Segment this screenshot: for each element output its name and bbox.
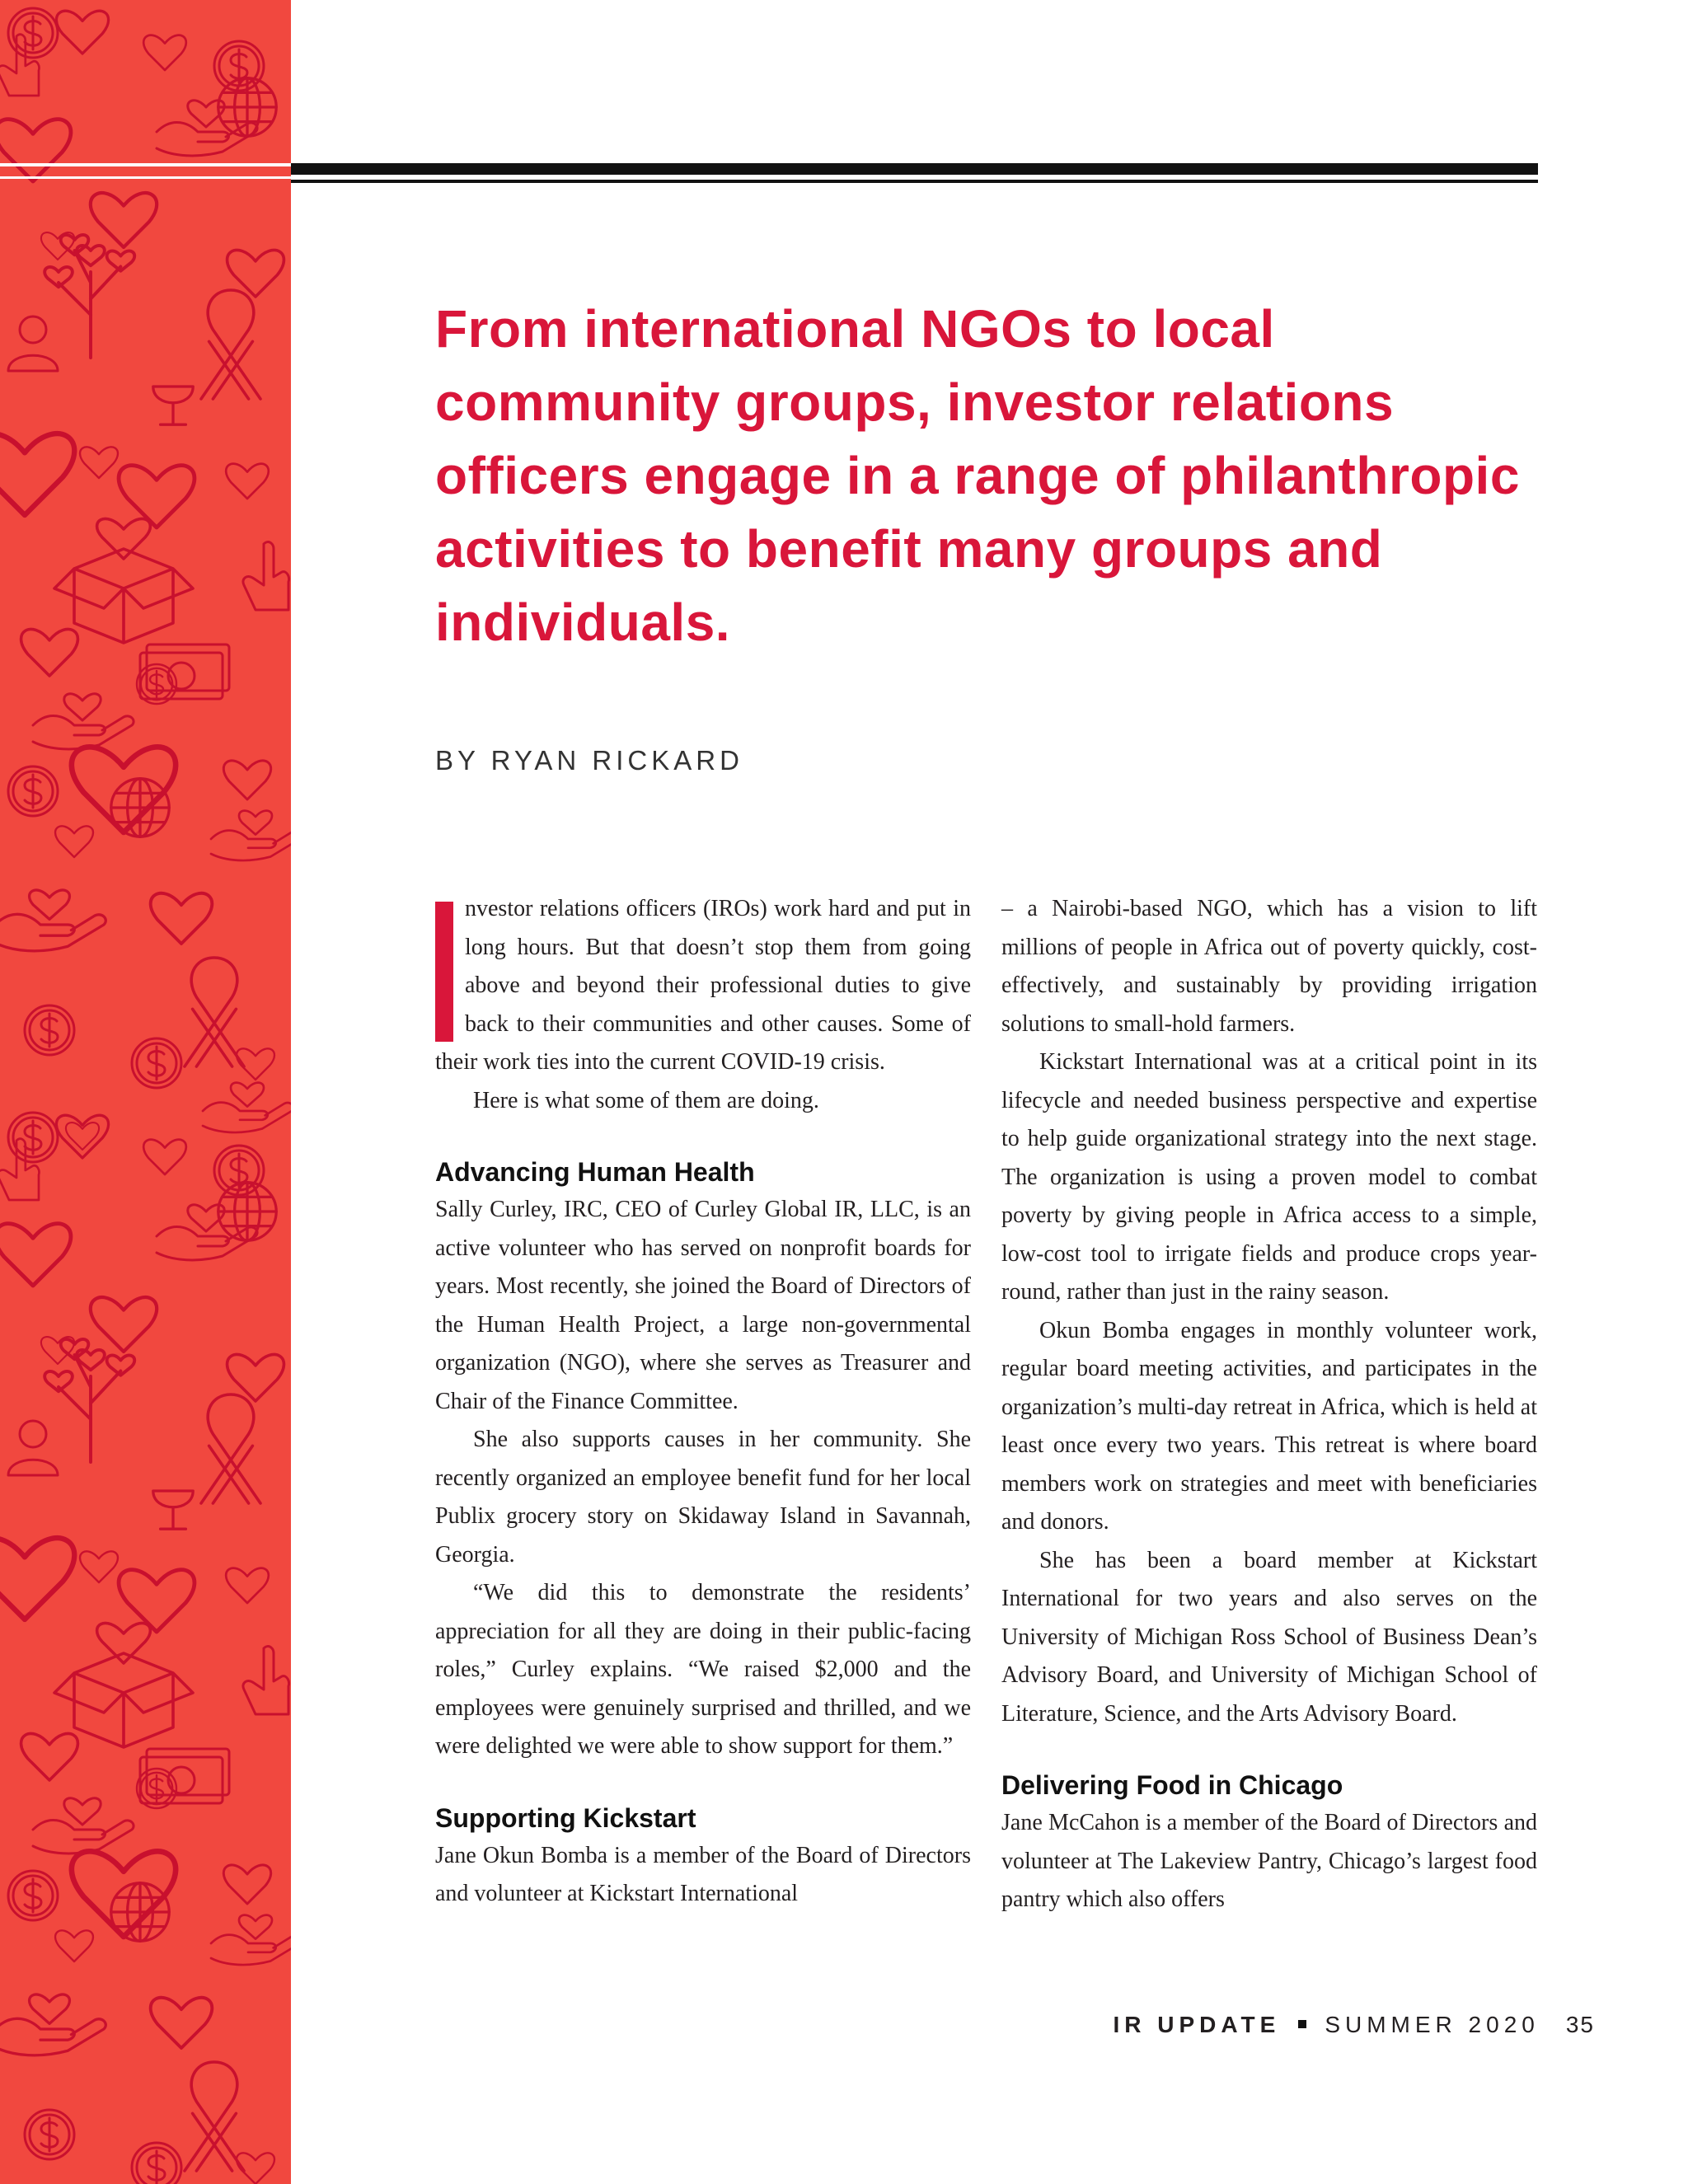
paragraph: She has been a board member at Kickstart International for two years and also serves on the University of Michigan Ross School of Business Dean’s Advisory Board, and University of Michigan School of Literature, Science, and the Arts Advisory Board. bbox=[1001, 1547, 1537, 1727]
helping-hands-icon bbox=[33, 1798, 134, 1854]
gift-box-icon bbox=[54, 518, 193, 643]
heart-icon bbox=[223, 761, 270, 799]
heart-icon bbox=[91, 1297, 157, 1352]
helping-hands-icon bbox=[157, 1205, 257, 1260]
article-column-left bbox=[435, 890, 971, 1914]
paragraph: Sally Curley, IRC, CEO of Curley Global IR, LLC, is an active volunteer who has served on nonprofit boards for years. Most recently, she joined the Board of Directors of the Human Health Project, a large non-governmental organization (NGO), where she serves as Treasurer and Chair of the Finance Committee. bbox=[435, 1197, 971, 1414]
person-icon bbox=[8, 316, 58, 371]
awareness-ribbon-icon bbox=[185, 958, 244, 1066]
intro-paragraph: nvestor relations officers (IROs) work hard and put in long hours. But that doesn’t stop them from going above and beyond their professional duties to give back to their communities and other causes. Some of their work ties into the current COVID-19 crisis. bbox=[435, 896, 971, 1075]
globe-icon bbox=[218, 78, 276, 136]
heart-icon bbox=[226, 464, 269, 499]
header-rule-thick bbox=[291, 163, 1538, 175]
dollar-coin-icon bbox=[132, 2143, 181, 2184]
heart-icon bbox=[55, 1930, 93, 1961]
pointing-hand-icon bbox=[243, 1647, 289, 1714]
helping-hands-icon bbox=[157, 101, 257, 156]
publication-name: IR UPDATE bbox=[1113, 2012, 1281, 2037]
separator-square-icon bbox=[1298, 2020, 1306, 2028]
cup-icon bbox=[153, 387, 193, 424]
tree-icon bbox=[45, 235, 134, 358]
heart-icon bbox=[72, 747, 176, 832]
paragraph: – a Nairobi-based NGO, which has a vision to lift millions of people in Africa out of poverty quickly, cost-effectively, and sustainably by providing irrigation solutions to small-hold farmers. bbox=[1001, 896, 1537, 1037]
helping-hands-icon bbox=[33, 694, 134, 749]
paragraph: She also supports causes in her community. She recently organized an employee benefit fund for her local Publix grocery story on Skidaway Island in Savannah, Georgia. bbox=[435, 1427, 971, 1568]
issue-date: SUMMER 2020 bbox=[1325, 2012, 1540, 2037]
helping-hands-icon bbox=[0, 1994, 106, 2055]
dollar-coin-icon bbox=[25, 1005, 74, 1055]
charity-icon-pattern bbox=[0, 0, 291, 2184]
heart-icon bbox=[56, 1115, 108, 1158]
heart-icon bbox=[143, 35, 186, 70]
pointing-hand-icon bbox=[243, 542, 289, 610]
article-column-right bbox=[1001, 890, 1537, 1919]
heart-icon bbox=[0, 434, 74, 515]
awareness-ribbon-icon bbox=[185, 2062, 244, 2171]
helping-hands-icon bbox=[211, 811, 291, 860]
awareness-ribbon-icon bbox=[201, 290, 260, 399]
drop-cap bbox=[435, 902, 453, 1042]
heart-icon bbox=[80, 447, 118, 478]
article-headline: From international NGOs to local community groups, investor relations officers engage in a range of philanthropic activities to benefit many groups and individuals. bbox=[435, 299, 1520, 652]
heart-icon bbox=[91, 193, 157, 247]
author-byline: BY RYAN RICKARD bbox=[435, 745, 743, 776]
paragraph: Kickstart International was at a critical point in its lifecycle and needed business perspective and expertise to help guide organizational strategy into the next stage. The organization is using a proven model to combat poverty by giving people in Africa access to a simple, low-cost tool to irrigate fields and produce crops year-round, rather than just in the rainy season. bbox=[1001, 1049, 1537, 1305]
dollar-coin-icon bbox=[132, 1038, 181, 1088]
paragraph: Jane Okun Bomba is a member of the Board of Directors and volunteer at Kickstart International bbox=[435, 1842, 971, 1906]
dollar-coin-icon bbox=[8, 766, 58, 816]
heart-icon bbox=[226, 1568, 269, 1603]
heart-icon bbox=[151, 893, 213, 944]
heart-icon bbox=[143, 1140, 186, 1174]
heart-icon bbox=[0, 120, 71, 181]
paragraph: Okun Bomba engages in monthly volunteer work, regular board meeting activities, and participates in the organization’s multi-day retreat in Africa, which is held at least once every two years. This retreat is where board members work on strategies and meet with beneficiaries and donors. bbox=[1001, 1317, 1537, 1535]
heart-icon bbox=[0, 1538, 74, 1619]
dollar-coin-icon bbox=[8, 1871, 58, 1920]
heart-icon bbox=[72, 1851, 176, 1937]
section-heading: Supporting Kickstart bbox=[435, 1802, 696, 1833]
gift-box-icon bbox=[54, 1623, 193, 1747]
helping-hands-icon bbox=[203, 1083, 291, 1132]
heart-icon bbox=[0, 1224, 71, 1286]
section-heading: Delivering Food in Chicago bbox=[1001, 1770, 1343, 1800]
heart-icon bbox=[56, 11, 108, 54]
decorative-pattern-sidebar bbox=[0, 0, 291, 2184]
helping-hands-icon bbox=[211, 1915, 291, 1965]
page-footer bbox=[989, 2012, 1595, 2038]
globe-icon bbox=[218, 1183, 276, 1240]
sidebar-divider-line bbox=[0, 163, 291, 166]
paragraph: Here is what some of them are doing. bbox=[473, 1087, 819, 1113]
dollar-coin-icon bbox=[25, 2110, 74, 2159]
awareness-ribbon-icon bbox=[201, 1394, 260, 1503]
banknote-icon bbox=[140, 1749, 229, 1803]
header-rule-thin bbox=[291, 180, 1538, 183]
heart-icon bbox=[151, 1998, 213, 2048]
paragraph: “We did this to demonstrate the residents’ appreciation for all they are doing in their public-facing roles,” Curley explains. “We raised $2,000 and the employees were genuinely surprised and thrilled, and we were delighted we were able to show support for them.” bbox=[435, 1580, 971, 1759]
heart-icon bbox=[21, 1734, 78, 1780]
heart-icon bbox=[119, 466, 195, 527]
cup-icon bbox=[153, 1491, 193, 1529]
heart-icon bbox=[223, 1865, 270, 1904]
tree-icon bbox=[45, 1339, 134, 1462]
heart-icon bbox=[55, 826, 93, 857]
person-icon bbox=[8, 1421, 58, 1475]
heart-icon bbox=[80, 1551, 118, 1582]
paragraph: Jane McCahon is a member of the Board of Directors and volunteer at The Lakeview Pantry, Chicago’s largest food pantry which also offers bbox=[1001, 1810, 1537, 1912]
heart-icon bbox=[21, 630, 78, 676]
page-number: 35 bbox=[1565, 2012, 1595, 2037]
sidebar-divider-line bbox=[0, 176, 291, 179]
section-heading: Advancing Human Health bbox=[435, 1157, 755, 1187]
helping-hands-icon bbox=[0, 890, 106, 951]
banknote-icon bbox=[140, 644, 229, 699]
heart-icon bbox=[119, 1570, 195, 1632]
